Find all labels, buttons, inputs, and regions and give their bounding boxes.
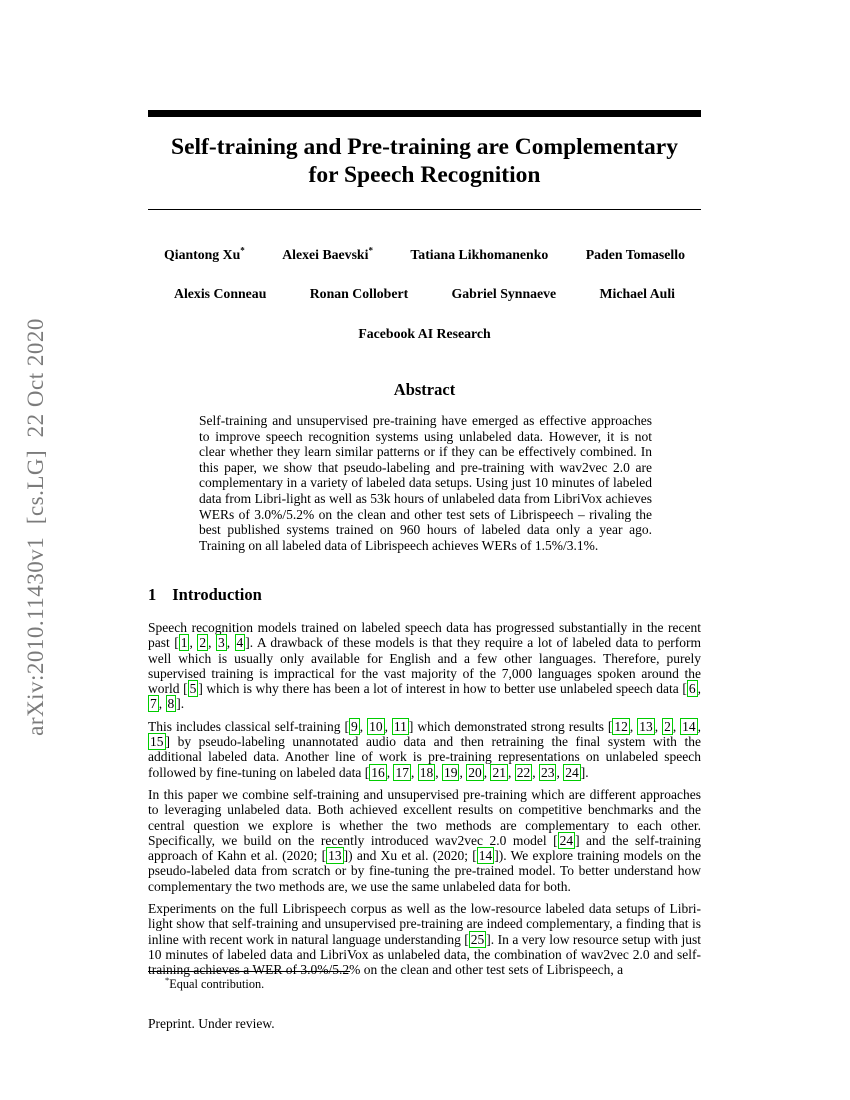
footnote-label: Equal contribution. (169, 977, 265, 992)
citation-link[interactable]: 13 (328, 848, 342, 864)
citation-link[interactable]: 10 (369, 718, 383, 734)
footnote-mark: * (165, 975, 170, 985)
citation-link[interactable]: 17 (395, 764, 409, 780)
paper-title-line1: Self-training and Pre-training are Complementary (171, 134, 678, 160)
author-name: Gabriel Synnaeve (451, 286, 557, 301)
author-equal-contribution-mark: * (240, 245, 245, 256)
citation-link[interactable]: 7 (150, 696, 157, 712)
citation-link[interactable]: 1 (180, 635, 188, 651)
author-name: Qiantong Xu* (164, 245, 245, 262)
intro-paragraph-3: In this paper we combine self-training and unsupervised pre-training which are different approaches to leveraging unlabeled data. Both achieved excellent results on competitive benchmarks and the central question we explore is whether the two methods are complementary to each other. Specifically, we build on the recently introduced wav2vec 2.0 model [ 24 ] and the self-training approach of Kahn et al. (2020; [ 13 ]) and Xu et al. (2020; [ 14 ]). We explore training models on the pseudo-labeled data from scratch or by fine-tuning the pre-trained model. To better understand how complementary the two methods are, we use the same unlabeled data for both. (148, 786, 701, 894)
citation-link[interactable]: 11 (393, 718, 407, 734)
arxiv-stamp: arXiv:2010.11430v1 [cs.LG] 22 Oct 2020 (23, 318, 48, 736)
citation-link[interactable]: 8 (167, 696, 175, 712)
authors-row-2 (148, 286, 701, 302)
citation-link[interactable]: 23 (540, 764, 555, 780)
citation-link[interactable]: 4 (236, 635, 244, 651)
footnote-text (148, 975, 701, 992)
author-name: Alexis Conneau (174, 286, 267, 301)
affiliation: Facebook AI Research (358, 326, 491, 341)
citation-link[interactable]: 12 (614, 718, 628, 734)
section-1-heading (148, 585, 701, 605)
citation-link[interactable]: 18 (419, 764, 434, 780)
citation-link[interactable]: 19 (443, 764, 458, 780)
citation-link[interactable]: 5 (189, 681, 197, 697)
citation-link[interactable]: 22 (516, 764, 531, 780)
citation-link[interactable]: 16 (371, 764, 385, 780)
citation-link[interactable]: 24 (565, 764, 579, 780)
paper-title (148, 134, 701, 189)
citation-link[interactable]: 13 (639, 718, 653, 734)
citation-link[interactable]: 9 (351, 718, 358, 734)
section-1-title: Introduction (172, 585, 262, 604)
citation-link[interactable]: 20 (468, 764, 482, 780)
citation-link[interactable]: 2 (199, 635, 207, 651)
author-name: Ronan Collobert (309, 286, 409, 301)
author-name: Paden Tomasello (585, 247, 685, 262)
intro-paragraph-4: Experiments on the full Librispeech corpus as well as the low-resource labeled data setups of Libri-light show that self-training and unsupervised pre-training are indeed complementary, a finding that is inline with recent work in natural language understanding [ 25 ]. In a very low resource setup with just 10 minutes of labeled data and LibriVox as unlabeled data, the combination of wav2vec 2.0 and self-training achieves a WER of 3.0%/5.2% on the clean and other test sets of Librispeech, a (148, 901, 702, 978)
citation-link[interactable]: 25 (470, 931, 485, 947)
footnote-block (148, 971, 701, 992)
intro-paragraph-1: Speech recognition models trained on labeled speech data has progressed substantially in the recent past [ 1 , 2 , 3 , 4 ]. A drawback of these models is that they require a lot of labeled data to perform well which is usually only available for English and a few other languages. Therefore, purely supervised training is impractical for the vast majority of the 7,000 languages spoken around the world [ 5 ] which is why there has been a lot of interest in how to better use unlabeled speech data [ 6 , 7 , 8 ]. (148, 620, 702, 712)
citation-link[interactable]: 3 (217, 635, 225, 651)
author-name: Michael Auli (599, 286, 675, 301)
footnote-rule (148, 971, 350, 972)
abstract-heading: Abstract (393, 380, 456, 399)
author-name: Alexei Baevski* (282, 245, 373, 262)
title-top-bar (148, 110, 701, 117)
title-bottom-rule (148, 209, 701, 210)
citation-link[interactable]: 6 (688, 681, 696, 697)
author-name: Tatiana Likhomanenko (410, 247, 549, 262)
introduction-body (148, 620, 701, 985)
citation-link[interactable]: 21 (492, 764, 506, 780)
author-equal-contribution-mark: * (368, 245, 373, 256)
intro-paragraph-2: This includes classical self-training [ 9 , 10 , 11 ] which demonstrated strong results [ 12 , 13 , 2 , 14 , 15 ] by pseudo-labeling unannotated audio data and then retraining the final system with the additional labeled data. Another line of work is pre-training representations on unlabeled speech followed by fine-tuning on labeled data [ 16 , 17 , 18 , 19 , 20 , 21 , 22 , 23 , 24 ]. (148, 718, 702, 780)
authors-row-1 (148, 247, 701, 263)
abstract-text: Self-training and unsupervised pre-training have emerged as effective approaches to improve speech recognition systems using unlabeled data. However, it is not clear whether they learn similar patterns or if they can be effectively combined. In this paper, we show that pseudo-labeling and pre-training with wav2vec 2.0 are complementary in a variety of labeled data setups. Using just 10 minutes of labeled data from Libri-light as well as 53k hours of unlabeled data from LibriVox achieves WERs of 3.0%/5.2% on the clean and other test sets of Librispeech – rivaling the best published systems trained on 960 hours of labeled data only a year ago. Training on all labeled data of Librispeech achieves WERs of 1.5%/3.1%. (199, 413, 652, 553)
citation-link[interactable]: 2 (664, 718, 671, 734)
citation-link[interactable]: 14 (682, 718, 696, 734)
paper-title-line2: for Speech Recognition (308, 161, 541, 188)
preprint-footer: Preprint. Under review. (148, 1016, 275, 1031)
section-1-number: 1 (148, 585, 157, 604)
citation-link[interactable]: 24 (559, 832, 574, 848)
citation-link[interactable]: 14 (478, 848, 493, 864)
citation-link[interactable]: 15 (150, 734, 164, 750)
